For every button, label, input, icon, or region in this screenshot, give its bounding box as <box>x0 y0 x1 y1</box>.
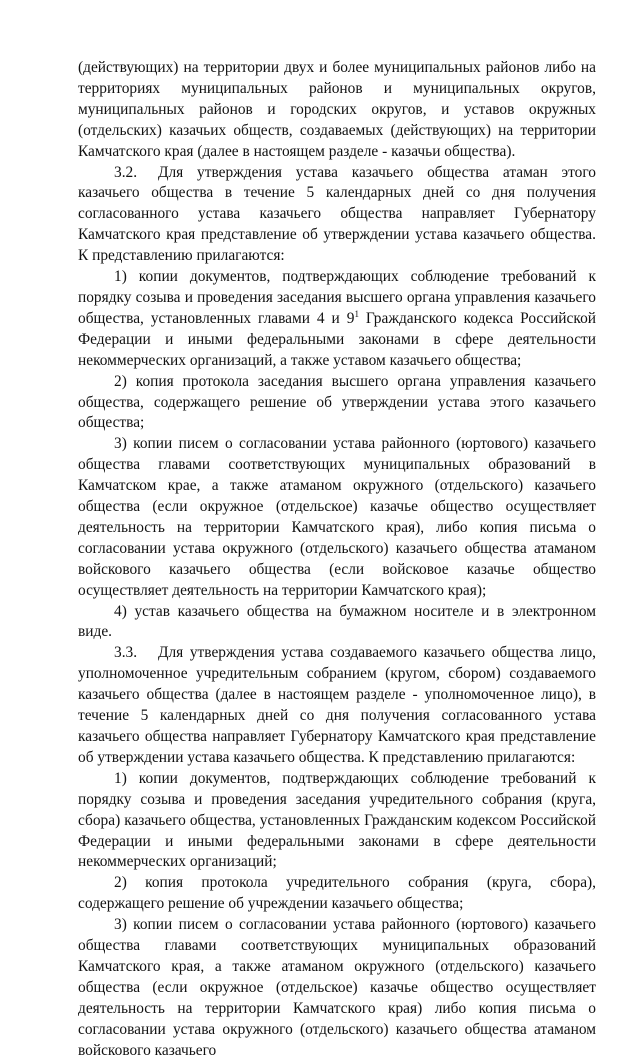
paragraph-text: (действующих) на территории двух и более муниципальных районов либо на территориях муниципальных районов и муниципальных округов, муниципальных районов и городских округов, и уставов окружных (отдельских) казачьих обществ, создаваемых (действующих) на территории Камчатского края (далее в настоящем разделе - казачьи общества). <box>78 59 596 160</box>
list-item-4 <box>78 602 596 644</box>
list-item-3 <box>78 434 596 601</box>
superscript: 1 <box>354 308 359 319</box>
paragraph-text: 1) копии документов, подтверждающих соблюдение требований к порядку созыва и проведения заседания учредительного собрания (круга, сбора) казачьего общества, установленных Гражданским кодексом Российской Федерации и иными федеральными законами в сфере деятельности некоммерческих организаций; <box>78 769 596 871</box>
paragraph-continuation <box>78 58 596 163</box>
paragraph-text: 3) копии писем о согласовании устава районного (юртового) казачьего общества главами соответствующих муниципальных образований Камчатского края, а также атаманом окружного (отдельского) казачьего общества (если окружное (отдельское) казачье общество осуществляет деятельность на территории Камчатского края) либо копия письма о согласовании устава окружного (отдельского) казачьего общества атаманом войскового казачьего <box>78 916 596 1059</box>
list-item-3 <box>78 915 596 1061</box>
paragraph-text: Для утверждения устава казачьего общества атаман этого казачьего общества в течение 5 календарных дней со дня получения согласованного устава казачьего общества направляет Губернатору Камчатского края представление об утверждении устава казачьего общества. К представлению прилагаются: <box>78 163 596 265</box>
list-item-1 <box>78 267 596 372</box>
paragraph-3-3 <box>78 643 596 768</box>
paragraph-3-2 <box>78 163 596 268</box>
paragraph-text: 1) копии документов, подтверждающих соблюдение требований к порядку созыва и проведения заседания высшего органа управления казачьего общества, установленных главами 4 и 9 <box>78 268 596 327</box>
paragraph-text: 2) копия протокола заседания высшего органа управления казачьего общества, содержащего решение об утверждении устава этого казачьего общества; <box>78 372 596 432</box>
paragraph-text: Для утверждения устава создаваемого казачьего общества лицо, уполномоченное учредительным собранием (кругом, сбором) создаваемого казачьего общества (далее в настоящем разделе - уполномоченное лицо), в течение 5 календарных дней со дня получения согласованного устава казачьего общества направляет Губернатору Камчатского края представление об утверждении устава казачьего общества. К представлению прилагаются: <box>78 644 596 766</box>
paragraph-number: 3.2. <box>114 163 138 181</box>
list-item-2 <box>78 873 596 915</box>
paragraph-text-continued: Гражданского кодекса Российской Федерации и иными федеральными законами в сфере деятельности некоммерческих организаций, а также уставом казачьего общества; <box>78 309 596 369</box>
paragraph-text: 2) копия протокола учредительного собрания (круга, сбора), содержащего решение об учреждении казачьего общества; <box>78 874 596 913</box>
paragraph-text: 3) копии писем о согласовании устава районного (юртового) казачьего общества главами соответствующих муниципальных образований в Камчатском крае, а также атаманом окружного (отдельского) казачьего общества (если окружное (отдельское) казачье общество осуществляет деятельность на территории Камчатского края), либо копия письма о согласовании устава окружного (отдельского) казачьего общества атаманом войскового казачьего общества (если войсковое казачье общество осуществляет деятельность на территории Камчатского края); <box>78 435 596 599</box>
paragraph-text: 4) устав казачьего общества на бумажном носителе и в электронном виде. <box>78 602 596 641</box>
list-item-2 <box>78 372 596 435</box>
list-item-1 <box>78 769 596 874</box>
paragraph-number: 3.3. <box>114 644 138 662</box>
